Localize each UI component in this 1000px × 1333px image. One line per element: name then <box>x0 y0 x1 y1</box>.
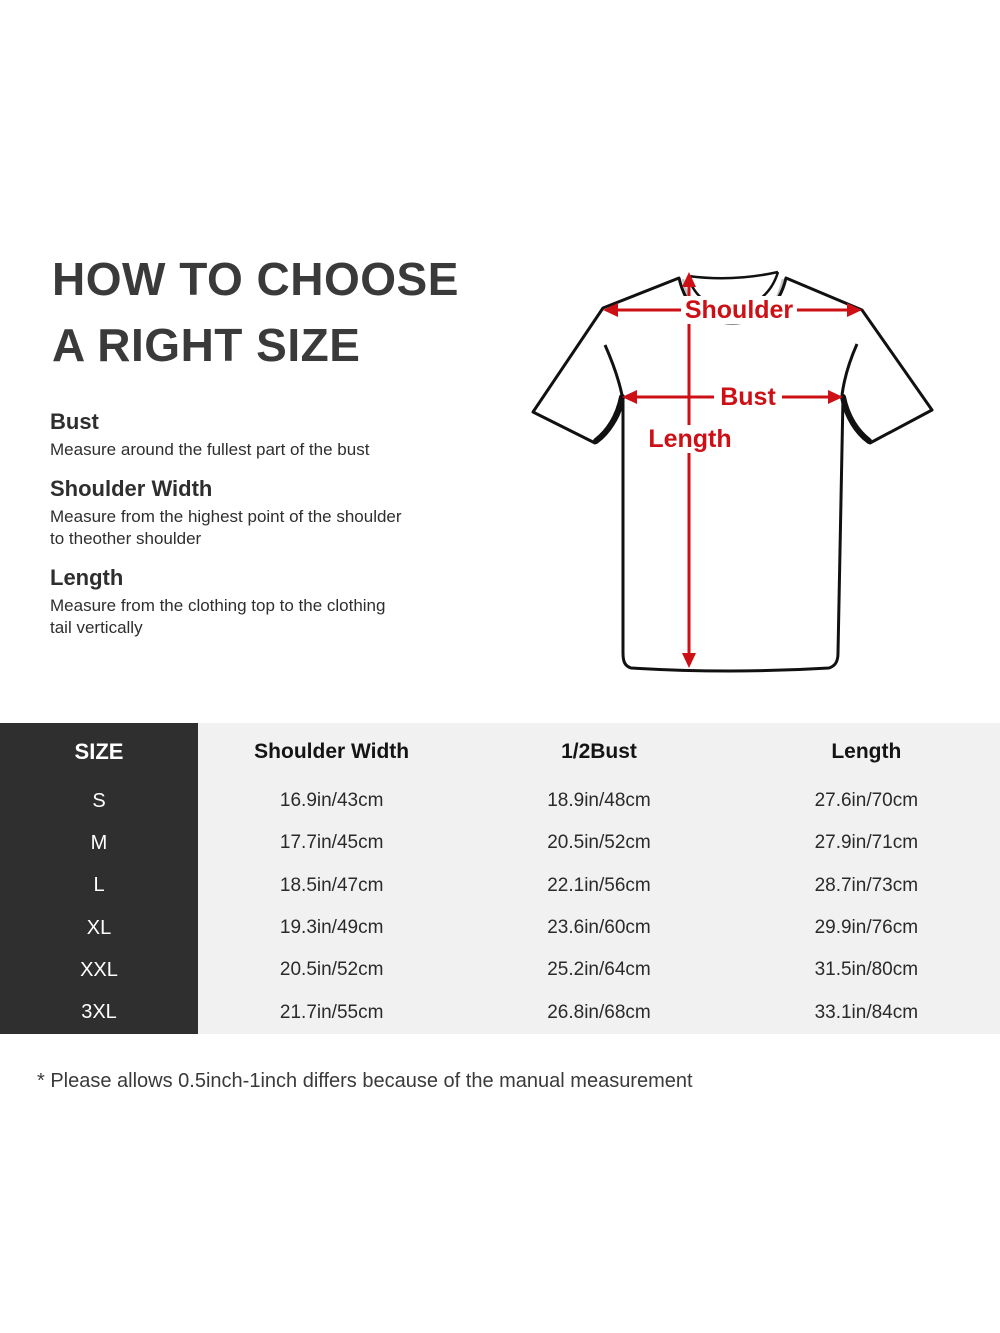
table-cell: 17.7in/45cm <box>279 832 384 854</box>
instruction-shoulder-width <box>50 475 450 550</box>
table-cell: 25.2in/64cm <box>547 959 651 981</box>
page-title-line1: HOW TO CHOOSE <box>52 253 459 305</box>
instruction-desc: Measure from the clothing top to the clothing tail vertically <box>50 596 386 637</box>
table-cell: 16.9in/43cm <box>279 790 384 812</box>
page-title <box>52 246 459 378</box>
table-cell: 33.1in/84cm <box>814 1001 919 1023</box>
table-cell: 27.9in/71cm <box>814 832 919 854</box>
page-title-line2: A RIGHT SIZE <box>52 319 361 371</box>
table-cell: 22.1in/56cm <box>547 874 651 896</box>
instruction-desc: Measure from the highest point of the shoulder to theother shoulder <box>50 507 402 548</box>
col-header-shoulder-width: Shoulder Width <box>254 739 410 763</box>
tshirt-measurement-diagram <box>515 245 975 695</box>
instruction-title: Shoulder Width <box>50 476 213 501</box>
measurement-instructions <box>50 408 450 653</box>
size-label: XL <box>0 907 198 949</box>
shoulder-label: Shoulder <box>684 296 794 324</box>
table-cell: 20.5in/52cm <box>547 832 651 854</box>
table-cell: 23.6in/60cm <box>547 917 651 939</box>
size-label: S <box>0 780 198 822</box>
size-label: XXL <box>0 949 198 991</box>
measurement-disclaimer: * Please allows 0.5inch-1inch differs because of the manual measurement <box>37 1070 693 1092</box>
tshirt-diagram-svg <box>515 245 975 695</box>
col-header-size: SIZE <box>0 723 198 780</box>
col-header-length: Length <box>831 739 902 763</box>
size-chart-table <box>0 723 1000 1034</box>
table-cell: 29.9in/76cm <box>814 917 919 939</box>
table-cell: 19.3in/49cm <box>279 917 384 939</box>
tshirt-outline <box>533 278 932 671</box>
table-cell: 20.5in/52cm <box>279 959 384 981</box>
bust-label: Bust <box>720 383 776 411</box>
instruction-length <box>50 564 450 639</box>
neckline-top <box>688 272 778 278</box>
length-label: Length <box>648 425 732 453</box>
table-cell: 28.7in/73cm <box>814 874 919 896</box>
table-cell: 18.9in/48cm <box>547 790 651 812</box>
instruction-title: Length <box>50 565 124 590</box>
instruction-bust <box>50 408 450 461</box>
instruction-desc: Measure around the fullest part of the bust <box>50 440 370 459</box>
size-label: M <box>0 822 198 864</box>
table-cell: 18.5in/47cm <box>279 874 384 896</box>
table-cell: 31.5in/80cm <box>814 959 919 981</box>
instruction-title: Bust <box>50 409 99 434</box>
table-cell: 27.6in/70cm <box>814 790 919 812</box>
table-cell: 26.8in/68cm <box>547 1001 651 1023</box>
table-cell: 21.7in/55cm <box>279 1001 384 1023</box>
size-label: L <box>0 865 198 907</box>
size-label: 3XL <box>0 992 198 1034</box>
col-header-half-bust: 1/2Bust <box>561 739 637 763</box>
